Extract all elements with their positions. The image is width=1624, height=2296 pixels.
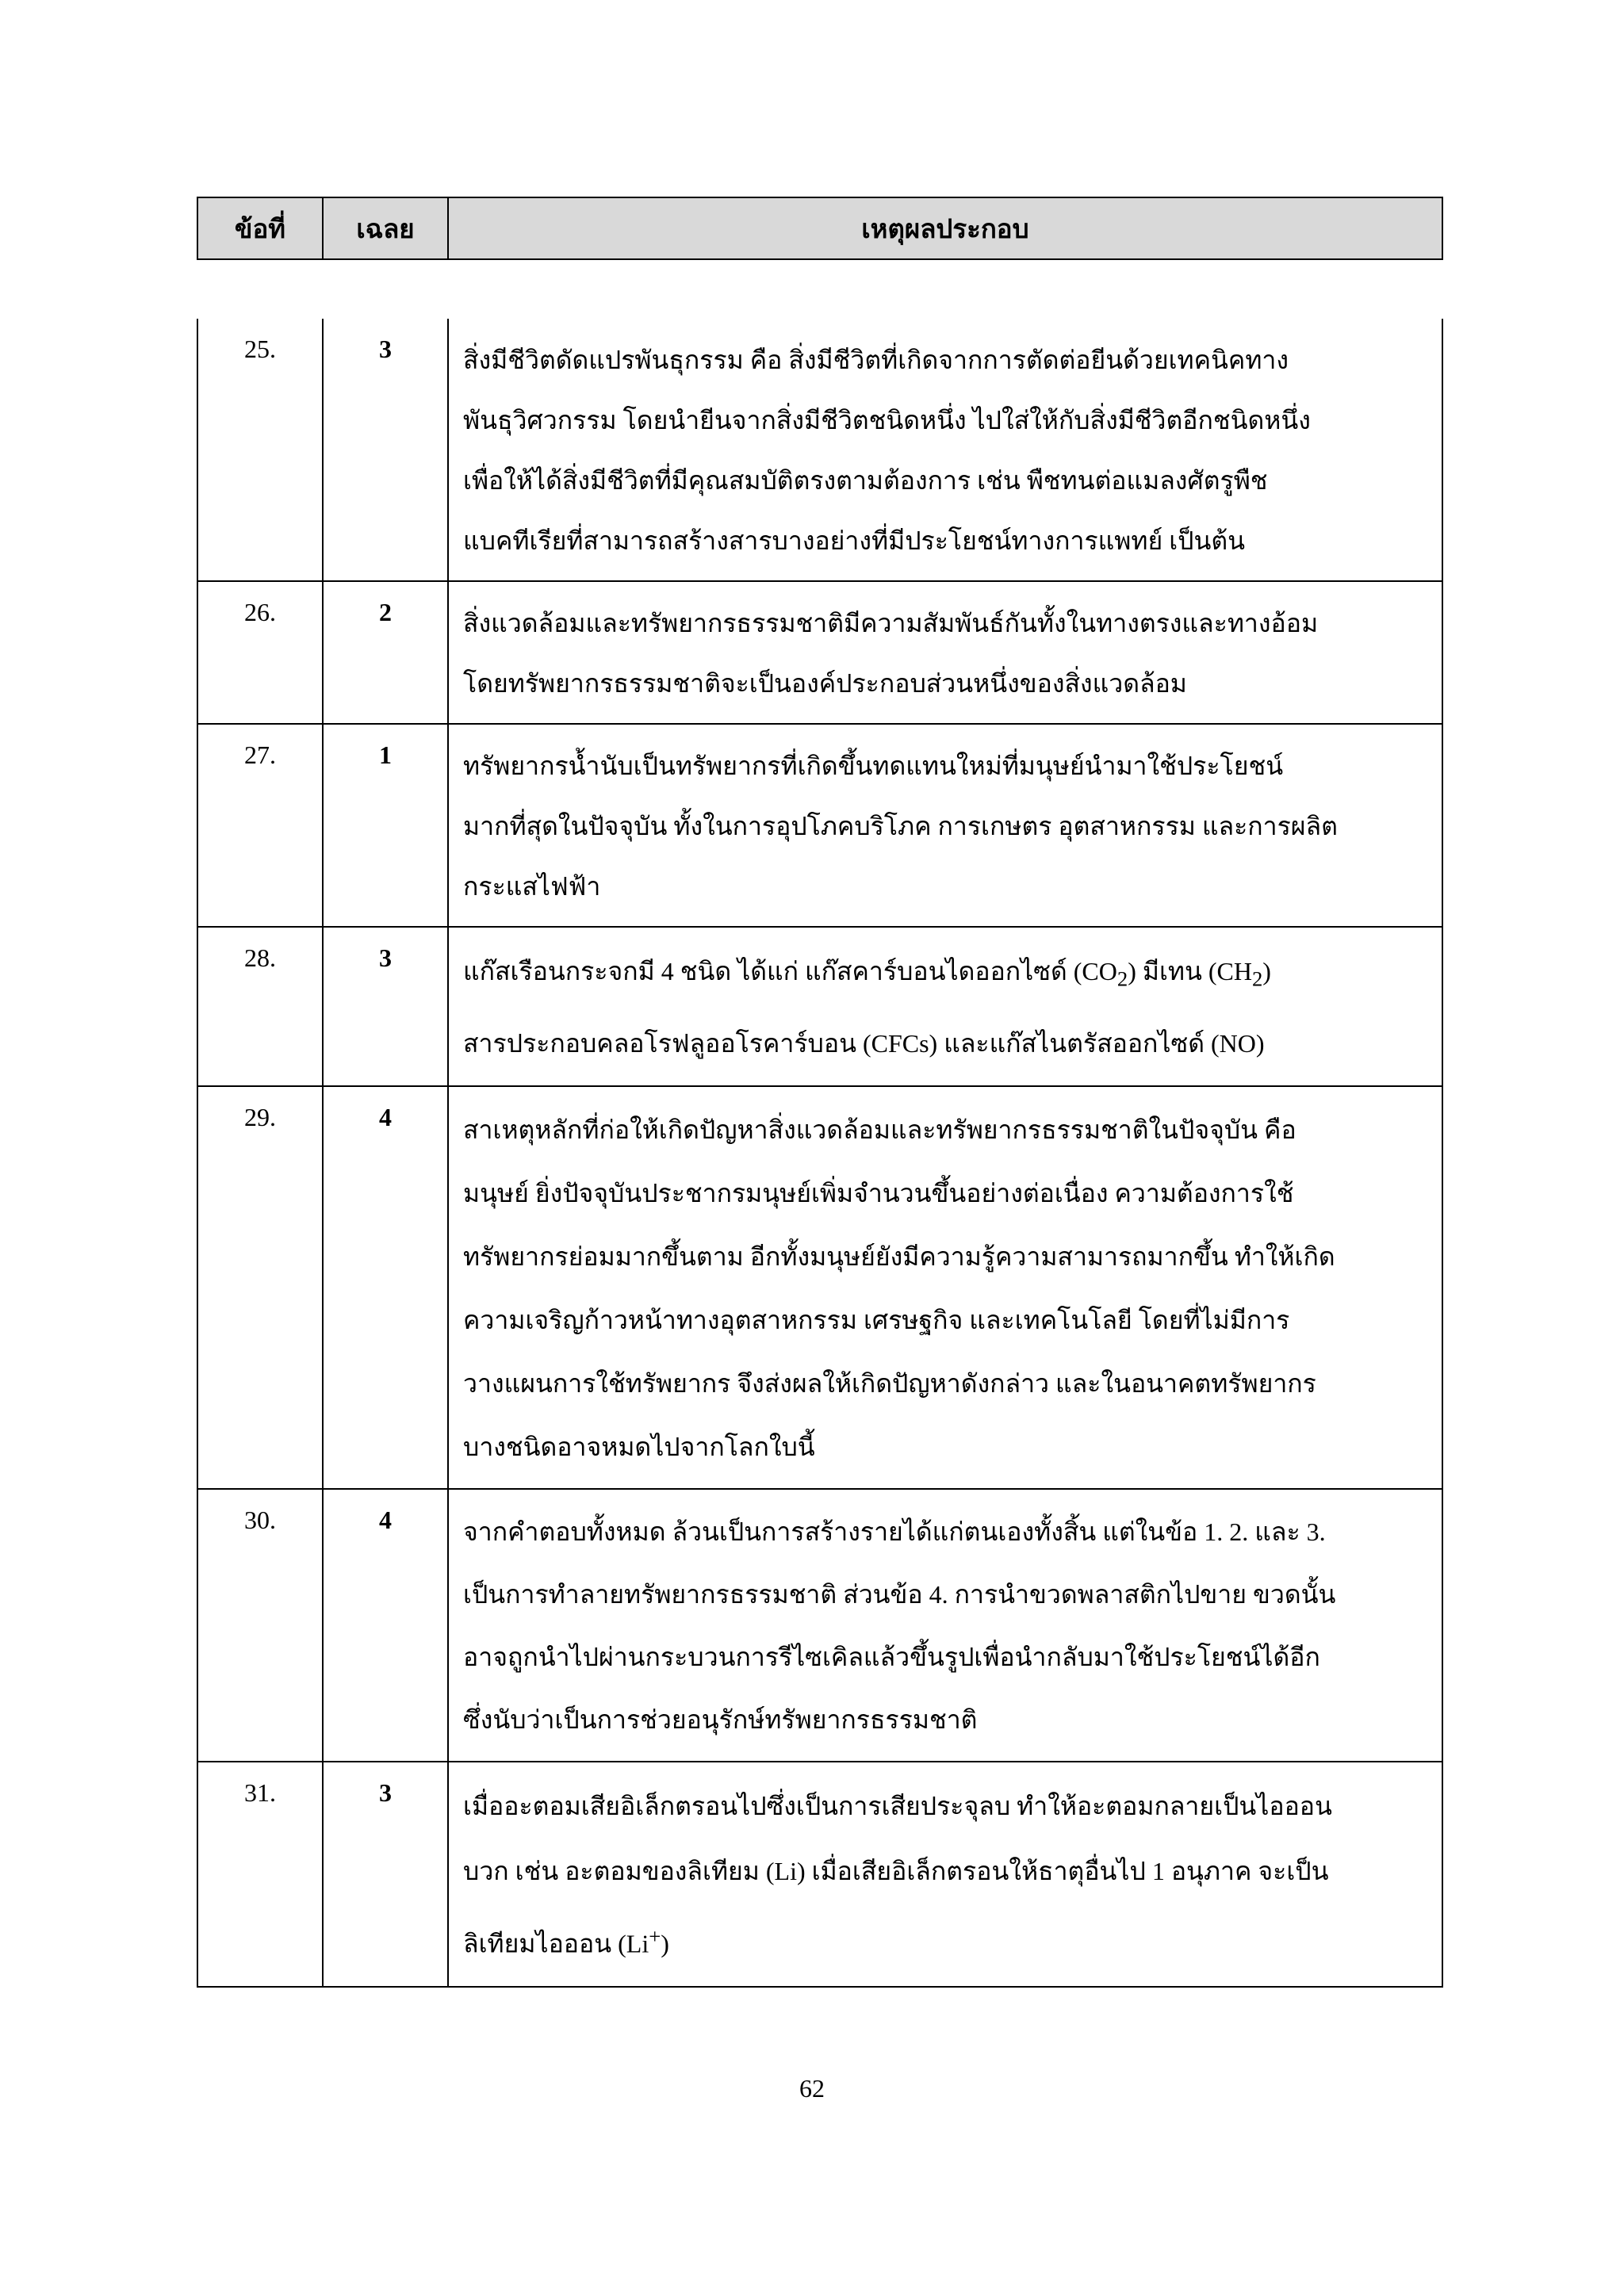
answer-value: 3: [323, 319, 448, 581]
reason-line: จากคำตอบทั้งหมด ล้วนเป็นการสร้างรายได้แก่ตนเองทั้งสิ้น แต่ในข้อ 1. 2. และ 3.: [463, 1517, 1326, 1547]
header-answer: เฉลย: [323, 197, 448, 259]
table-row: [197, 1489, 1442, 1762]
reason-text: ) มีเทน (CH: [1128, 957, 1252, 985]
answer-value: 1: [323, 724, 448, 927]
reason-cell: [448, 1489, 1442, 1762]
reason-line: ทรัพยากรน้ำนับเป็นทรัพยากรที่เกิดขึ้นทดแทนใหม่ที่มนุษย์นำมาใช้ประโยชน์: [463, 752, 1284, 780]
reason-line: มากที่สุดในปัจจุบัน ทั้งในการอุปโภคบริโภค การเกษตร อุตสาหกรรม และการผลิต: [463, 812, 1338, 840]
table-row: [197, 1086, 1442, 1489]
reason-line: กระแสไฟฟ้า: [463, 872, 601, 901]
header-reason: เหตุผลประกอบ: [448, 197, 1442, 259]
table-row: [197, 1762, 1442, 1987]
reason-line: วางแผนการใช้ทรัพยากร จึงส่งผลให้เกิดปัญหาดังกล่าว และในอนาคตทรัพยากร: [463, 1369, 1316, 1399]
reason-line: สิ่งมีชีวิตดัดแปรพันธุกรรม คือ สิ่งมีชีวิตที่เกิดจากการตัดต่อยีนด้วยเทคนิคทาง: [463, 346, 1289, 374]
subscript-2: 2: [1116, 966, 1128, 991]
reason-line: บวก เช่น อะตอมของลิเทียม (Li) เมื่อเสียอิเล็กตรอนให้ธาตุอื่นไป 1 อนุภาค จะเป็น: [463, 1857, 1329, 1886]
answer-value: 2: [323, 581, 448, 724]
question-number: 30.: [197, 1489, 323, 1762]
answer-table: [197, 319, 1443, 1988]
question-number: 27.: [197, 724, 323, 927]
reason-cell: [448, 724, 1442, 927]
reason-text: ลิเทียมไอออน (Li: [463, 1930, 649, 1959]
table-row: [197, 927, 1442, 1086]
header-question-number: ข้อที่: [197, 197, 323, 259]
table-row: [197, 724, 1442, 927]
reason-line: [463, 1904, 1427, 1976]
question-number: 31.: [197, 1762, 323, 1987]
reason-line: บางชนิดอาจหมดไปจากโลกใบนี้: [463, 1433, 815, 1462]
reason-text: แก๊สเรือนกระจกมี 4 ชนิด ได้แก่ แก๊สคาร์บอนไดออกไซด์ (CO: [463, 957, 1117, 985]
answer-value: 4: [323, 1086, 448, 1489]
table-row: [197, 581, 1442, 724]
reason-line: สิ่งแวดล้อมและทรัพยากรธรรมชาติมีความสัมพันธ์กันทั้งในทางตรงและทางอ้อม: [463, 609, 1319, 637]
page-number: 62: [799, 2074, 825, 2103]
superscript-plus: +: [649, 1924, 661, 1949]
reason-cell: [448, 581, 1442, 724]
answer-value: 4: [323, 1489, 448, 1762]
table-header: [197, 197, 1443, 260]
reason-line: เมื่ออะตอมเสียอิเล็กตรอนไปซึ่งเป็นการเสียประจุลบ ทำให้อะตอมกลายเป็นไอออน: [463, 1792, 1332, 1821]
answer-value: 3: [323, 1762, 448, 1987]
reason-line: [463, 939, 1427, 1011]
header-row: [197, 197, 1442, 259]
subscript-2: 2: [1251, 966, 1263, 991]
question-number: 25.: [197, 319, 323, 581]
reason-line: สาเหตุหลักที่ก่อให้เกิดปัญหาสิ่งแวดล้อมและทรัพยากรธรรมชาติในปัจจุบัน คือ: [463, 1115, 1297, 1145]
reason-cell: [448, 927, 1442, 1086]
reason-line: พันธุวิศวกรรม โดยนำยีนจากสิ่งมีชีวิตชนิดหนึ่ง ไปใส่ให้กับสิ่งมีชีวิตอีกชนิดหนึ่ง: [463, 406, 1311, 434]
reason-line: ซึ่งนับว่าเป็นการช่วยอนุรักษ์ทรัพยากรธรรมชาติ: [463, 1705, 978, 1735]
reason-line: ทรัพยากรย่อมมากขึ้นตาม อีกทั้งมนุษย์ยังมีความรู้ความสามารถมากขึ้น ทำให้เกิด: [463, 1242, 1335, 1272]
question-number: 26.: [197, 581, 323, 724]
answer-value: 3: [323, 927, 448, 1086]
reason-line: โดยทรัพยากรธรรมชาติจะเป็นองค์ประกอบส่วนหนึ่งของสิ่งแวดล้อม: [463, 669, 1187, 698]
reason-cell: [448, 319, 1442, 581]
reason-line: สารประกอบคลอโรฟลูออโรคาร์บอน (CFCs) และแก๊สไนตรัสออกไซด์ (NO): [463, 1029, 1265, 1058]
reason-cell: [448, 1762, 1442, 1987]
question-number: 28.: [197, 927, 323, 1086]
reason-line: เป็นการทำลายทรัพยากรธรรมชาติ ส่วนข้อ 4. การนำขวดพลาสติกไปขาย ขวดนั้น: [463, 1580, 1336, 1609]
reason-line: ความเจริญก้าวหน้าทางอุตสาหกรรม เศรษฐกิจ และเทคโนโลยี โดยที่ไม่มีการ: [463, 1306, 1290, 1335]
reason-text: ): [1262, 957, 1271, 985]
reason-line: อาจถูกนำไปผ่านกระบวนการรีไซเคิลแล้วขึ้นรูปเพื่อนำกลับมาใช้ประโยชน์ได้อีก: [463, 1643, 1320, 1672]
reason-line: มนุษย์ ยิ่งปัจจุบันประชากรมนุษย์เพิ่มจำนวนขึ้นอย่างต่อเนื่อง ความต้องการใช้: [463, 1179, 1294, 1208]
question-number: 29.: [197, 1086, 323, 1489]
reason-line: แบคทีเรียที่สามารถสร้างสารบางอย่างที่มีประโยชน์ทางการแพทย์ เป็นต้น: [463, 526, 1245, 555]
table-row: [197, 319, 1442, 581]
reason-text: ): [661, 1930, 669, 1959]
reason-cell: [448, 1086, 1442, 1489]
reason-line: เพื่อให้ได้สิ่งมีชีวิตที่มีคุณสมบัติตรงตามต้องการ เช่น พืชทนต่อแมลงศัตรูพืช: [463, 466, 1268, 495]
